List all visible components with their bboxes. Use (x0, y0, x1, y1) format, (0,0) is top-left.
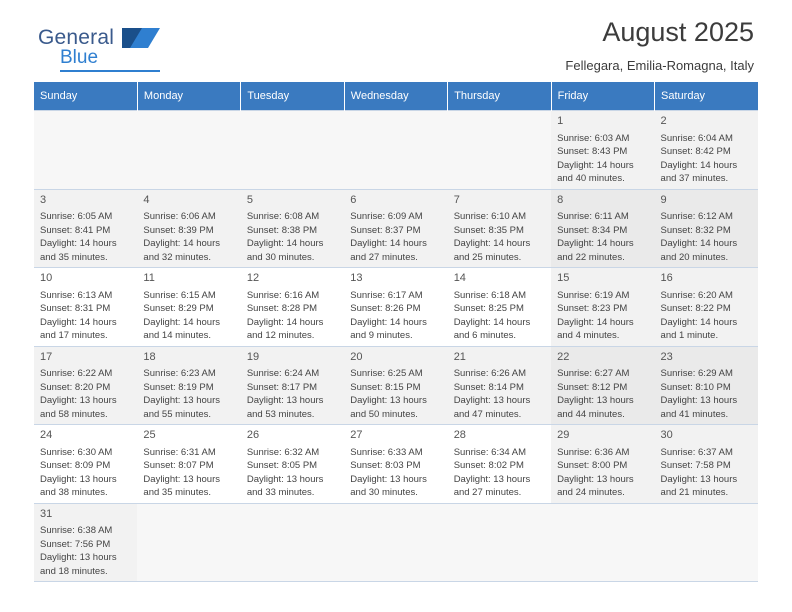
sunset-text: Sunset: 8:29 PM (143, 303, 214, 315)
daylight-text: Daylight: 13 hours and 21 minutes. (660, 473, 738, 499)
sunrise-text: Sunrise: 6:13 AM (40, 289, 113, 301)
day-number: 2 (660, 115, 667, 127)
day-number: 24 (40, 429, 53, 442)
day-number: 7 (453, 193, 460, 206)
sunrise-text: Sunrise: 6:19 AM (557, 289, 630, 301)
sunrise-text: Sunrise: 6:37 AM (660, 446, 733, 458)
calendar-day-cell[interactable] (551, 346, 654, 425)
day-number: 22 (557, 350, 570, 363)
daylight-text: Daylight: 13 hours and 47 minutes. (453, 395, 531, 420)
sunset-text: Sunset: 8:05 PM (246, 460, 318, 472)
page-header (34, 0, 758, 78)
daylight-text: Daylight: 14 hours and 32 minutes. (143, 238, 220, 263)
calendar-day-cell[interactable] (448, 425, 551, 504)
sunset-text: Sunset: 8:38 PM (246, 224, 318, 236)
logo-blue-text: Blue (60, 47, 99, 68)
daylight-text: Daylight: 13 hours and 18 minutes. (40, 552, 117, 577)
daylight-text: Daylight: 14 hours and 9 minutes. (350, 316, 427, 342)
sunset-text: Sunset: 8:19 PM (143, 381, 214, 393)
sunset-text: Sunset: 8:14 PM (453, 381, 524, 393)
sunset-text: Sunset: 8:00 PM (557, 460, 628, 472)
logo-general-text: General (38, 26, 115, 49)
daylight-text: Daylight: 14 hours and 35 minutes. (40, 238, 117, 263)
day-number: 19 (246, 350, 260, 363)
calendar-day-cell[interactable] (551, 111, 654, 190)
calendar-day-cell[interactable] (655, 425, 758, 504)
calendar-day-cell[interactable] (241, 346, 344, 425)
calendar-cell-empty (241, 111, 344, 190)
daylight-text: Daylight: 14 hours and 12 minutes. (246, 316, 324, 342)
daylight-text: Daylight: 14 hours and 22 minutes. (557, 238, 634, 263)
weekday-header-monday: Monday (137, 82, 240, 111)
calendar-cell-empty (448, 503, 551, 582)
daylight-text: Daylight: 14 hours and 25 minutes. (453, 238, 531, 263)
sunset-text: Sunset: 8:22 PM (660, 303, 731, 315)
daylight-text: Daylight: 14 hours and 37 minutes. (660, 159, 738, 185)
calendar-day-cell[interactable] (551, 268, 654, 347)
daylight-text: Daylight: 14 hours and 1 minute. (660, 316, 738, 342)
day-number: 25 (143, 429, 156, 442)
daylight-text: Daylight: 14 hours and 40 minutes. (557, 159, 634, 185)
sunset-text: Sunset: 8:39 PM (143, 224, 214, 236)
weekday-header-friday: Friday (551, 82, 654, 111)
day-number: 30 (660, 429, 673, 442)
calendar-week-row (34, 425, 758, 504)
sunrise-text: Sunrise: 6:34 AM (453, 446, 527, 458)
calendar-day-cell[interactable] (241, 268, 344, 347)
sunrise-text: Sunrise: 6:03 AM (557, 132, 630, 144)
weekday-header-sunday: Sunday (34, 82, 137, 111)
calendar-week-row (34, 346, 758, 425)
sunset-text: Sunset: 8:03 PM (350, 460, 421, 472)
calendar-day-cell[interactable] (448, 268, 551, 347)
day-number: 12 (246, 272, 260, 285)
daylight-text: Daylight: 14 hours and 27 minutes. (350, 238, 427, 263)
daylight-text: Daylight: 13 hours and 50 minutes. (350, 395, 427, 420)
day-number: 23 (660, 350, 673, 363)
calendar-cell-empty (137, 111, 240, 190)
sunset-text: Sunset: 8:09 PM (40, 460, 111, 472)
calendar-day-cell[interactable] (655, 346, 758, 425)
sunset-text: Sunset: 8:28 PM (246, 303, 318, 315)
daylight-text: Daylight: 14 hours and 17 minutes. (40, 316, 117, 342)
sunset-text: Sunset: 8:35 PM (453, 224, 524, 236)
daylight-text: Daylight: 13 hours and 38 minutes. (40, 473, 117, 499)
calendar-body (34, 111, 758, 582)
calendar-day-cell[interactable] (551, 425, 654, 504)
sunrise-text: Sunrise: 6:18 AM (453, 289, 527, 301)
weekday-header-row (34, 82, 758, 111)
logo-underline (60, 70, 160, 72)
calendar-cell-empty (655, 503, 758, 582)
calendar-cell-empty (448, 111, 551, 190)
calendar-cell-empty (344, 111, 447, 190)
day-number: 11 (143, 272, 155, 285)
calendar-week-row (34, 268, 758, 347)
calendar-day-cell[interactable] (137, 268, 240, 347)
sunrise-text: Sunrise: 6:08 AM (246, 211, 320, 223)
sunrise-text: Sunrise: 6:16 AM (246, 289, 320, 301)
calendar-cell-empty (344, 503, 447, 582)
sunset-text: Sunset: 8:07 PM (143, 460, 214, 472)
calendar-week-row (34, 189, 758, 268)
day-number: 27 (350, 429, 363, 442)
sunset-text: Sunset: 8:10 PM (660, 381, 731, 393)
sunrise-text: Sunrise: 6:11 AM (557, 211, 629, 223)
calendar-day-cell[interactable] (344, 425, 447, 504)
sunrise-text: Sunrise: 6:20 AM (660, 289, 733, 301)
calendar-cell-empty (551, 503, 654, 582)
calendar-day-cell[interactable] (241, 189, 344, 268)
sunrise-text: Sunrise: 6:05 AM (40, 211, 113, 223)
sunset-text: Sunset: 8:02 PM (453, 460, 524, 472)
sunrise-text: Sunrise: 6:25 AM (350, 368, 423, 380)
daylight-text: Daylight: 13 hours and 44 minutes. (557, 395, 634, 420)
day-number: 21 (453, 350, 466, 363)
day-number: 13 (350, 272, 363, 285)
weekday-header-wednesday: Wednesday (344, 82, 447, 111)
day-number: 1 (557, 115, 564, 127)
sunrise-text: Sunrise: 6:24 AM (246, 368, 320, 380)
sunrise-text: Sunrise: 6:29 AM (660, 368, 733, 380)
sunset-text: Sunset: 8:12 PM (557, 381, 628, 393)
calendar-day-cell[interactable] (137, 425, 240, 504)
calendar-day-cell[interactable] (34, 425, 137, 504)
day-number: 4 (143, 193, 150, 206)
sunrise-text: Sunrise: 6:22 AM (40, 368, 113, 380)
sunset-text: Sunset: 8:41 PM (40, 224, 111, 236)
sunrise-text: Sunrise: 6:06 AM (143, 211, 216, 223)
calendar-day-cell[interactable] (344, 189, 447, 268)
daylight-text: Daylight: 13 hours and 33 minutes. (246, 473, 324, 499)
day-number: 28 (453, 429, 466, 442)
calendar-day-cell[interactable] (34, 503, 137, 582)
day-number: 9 (660, 193, 667, 206)
sunrise-text: Sunrise: 6:30 AM (40, 446, 113, 458)
sunset-text: Sunset: 8:20 PM (40, 381, 111, 393)
sunset-text: Sunset: 8:43 PM (557, 146, 628, 158)
calendar-day-cell[interactable] (448, 346, 551, 425)
weekday-header-saturday: Saturday (655, 82, 758, 111)
daylight-text: Daylight: 13 hours and 58 minutes. (40, 395, 117, 420)
day-number: 15 (557, 272, 570, 285)
sunrise-text: Sunrise: 6:27 AM (557, 368, 630, 380)
day-number: 29 (557, 429, 570, 442)
daylight-text: Daylight: 14 hours and 6 minutes. (453, 316, 531, 342)
day-number: 6 (350, 193, 357, 206)
sunset-text: Sunset: 8:42 PM (660, 146, 731, 158)
sunset-text: Sunset: 8:26 PM (350, 303, 421, 315)
sunrise-text: Sunrise: 6:31 AM (143, 446, 216, 458)
sunrise-text: Sunrise: 6:32 AM (246, 446, 320, 458)
day-number: 8 (557, 193, 564, 206)
daylight-text: Daylight: 14 hours and 30 minutes. (246, 238, 324, 263)
page-title: August 2025 (602, 17, 754, 47)
sunset-text: Sunset: 8:32 PM (660, 224, 731, 236)
sunrise-text: Sunrise: 6:12 AM (660, 211, 733, 223)
daylight-text: Daylight: 13 hours and 24 minutes. (557, 473, 634, 499)
calendar-cell-empty (137, 503, 240, 582)
day-number: 16 (660, 272, 673, 285)
daylight-text: Daylight: 14 hours and 20 minutes. (660, 238, 738, 263)
sunrise-text: Sunrise: 6:15 AM (143, 289, 216, 301)
daylight-text: Daylight: 13 hours and 53 minutes. (246, 395, 324, 420)
calendar-week-row (34, 503, 758, 582)
calendar-day-cell[interactable] (448, 189, 551, 268)
day-number: 14 (453, 272, 466, 285)
calendar-day-cell[interactable] (344, 346, 447, 425)
sunset-text: Sunset: 8:23 PM (557, 303, 628, 315)
location-subtitle: Fellegara, Emilia-Romagna, Italy (565, 57, 754, 73)
calendar-cell-empty (34, 111, 137, 190)
day-number: 20 (350, 350, 363, 363)
daylight-text: Daylight: 13 hours and 55 minutes. (143, 395, 220, 420)
sunset-text: Sunset: 8:17 PM (246, 381, 318, 393)
sunrise-text: Sunrise: 6:04 AM (660, 132, 733, 144)
daylight-text: Daylight: 13 hours and 35 minutes. (143, 473, 220, 499)
sunrise-sunset-calendar (34, 82, 758, 582)
sunrise-text: Sunrise: 6:26 AM (453, 368, 527, 380)
sunrise-text: Sunrise: 6:17 AM (350, 289, 423, 301)
calendar-day-cell[interactable] (34, 346, 137, 425)
sunset-text: Sunset: 8:25 PM (453, 303, 524, 315)
day-number: 26 (246, 429, 260, 442)
sunrise-text: Sunrise: 6:36 AM (557, 446, 630, 458)
calendar-day-cell[interactable] (241, 425, 344, 504)
sunrise-text: Sunrise: 6:09 AM (350, 211, 423, 223)
sunset-text: Sunset: 7:56 PM (40, 538, 111, 550)
day-number: 10 (40, 272, 53, 285)
day-number: 31 (40, 507, 53, 520)
calendar-day-cell[interactable] (34, 268, 137, 347)
flag-icon (122, 28, 160, 48)
calendar-day-cell[interactable] (655, 268, 758, 347)
sunrise-text: Sunrise: 6:10 AM (453, 211, 527, 223)
sunset-text: Sunset: 7:58 PM (660, 460, 731, 472)
calendar-day-cell[interactable] (655, 111, 758, 190)
weekday-header-thursday: Thursday (448, 82, 551, 111)
daylight-text: Daylight: 13 hours and 30 minutes. (350, 473, 427, 499)
day-number: 3 (40, 193, 47, 206)
sunrise-text: Sunrise: 6:38 AM (40, 525, 113, 537)
sunset-text: Sunset: 8:31 PM (40, 303, 111, 315)
sunset-text: Sunset: 8:34 PM (557, 224, 628, 236)
day-number: 17 (40, 350, 53, 363)
calendar-day-cell[interactable] (344, 268, 447, 347)
sunrise-text: Sunrise: 6:33 AM (350, 446, 423, 458)
daylight-text: Daylight: 13 hours and 27 minutes. (453, 473, 531, 499)
sunset-text: Sunset: 8:37 PM (350, 224, 421, 236)
sunrise-text: Sunrise: 6:23 AM (143, 368, 216, 380)
calendar-week-row (34, 111, 758, 190)
daylight-text: Daylight: 14 hours and 4 minutes. (557, 316, 634, 342)
sunset-text: Sunset: 8:15 PM (350, 381, 421, 393)
calendar-day-cell[interactable] (655, 189, 758, 268)
calendar-day-cell[interactable] (137, 346, 240, 425)
calendar-day-cell[interactable] (34, 189, 137, 268)
title-block (565, 18, 754, 73)
calendar-day-cell[interactable] (551, 189, 654, 268)
daylight-text: Daylight: 13 hours and 41 minutes. (660, 395, 738, 420)
calendar-day-cell[interactable] (137, 189, 240, 268)
logo (38, 26, 218, 69)
day-number: 18 (143, 350, 156, 363)
weekday-header-tuesday: Tuesday (241, 82, 344, 111)
daylight-text: Daylight: 14 hours and 14 minutes. (143, 316, 220, 342)
calendar-cell-empty (241, 503, 344, 582)
day-number: 5 (246, 193, 253, 206)
